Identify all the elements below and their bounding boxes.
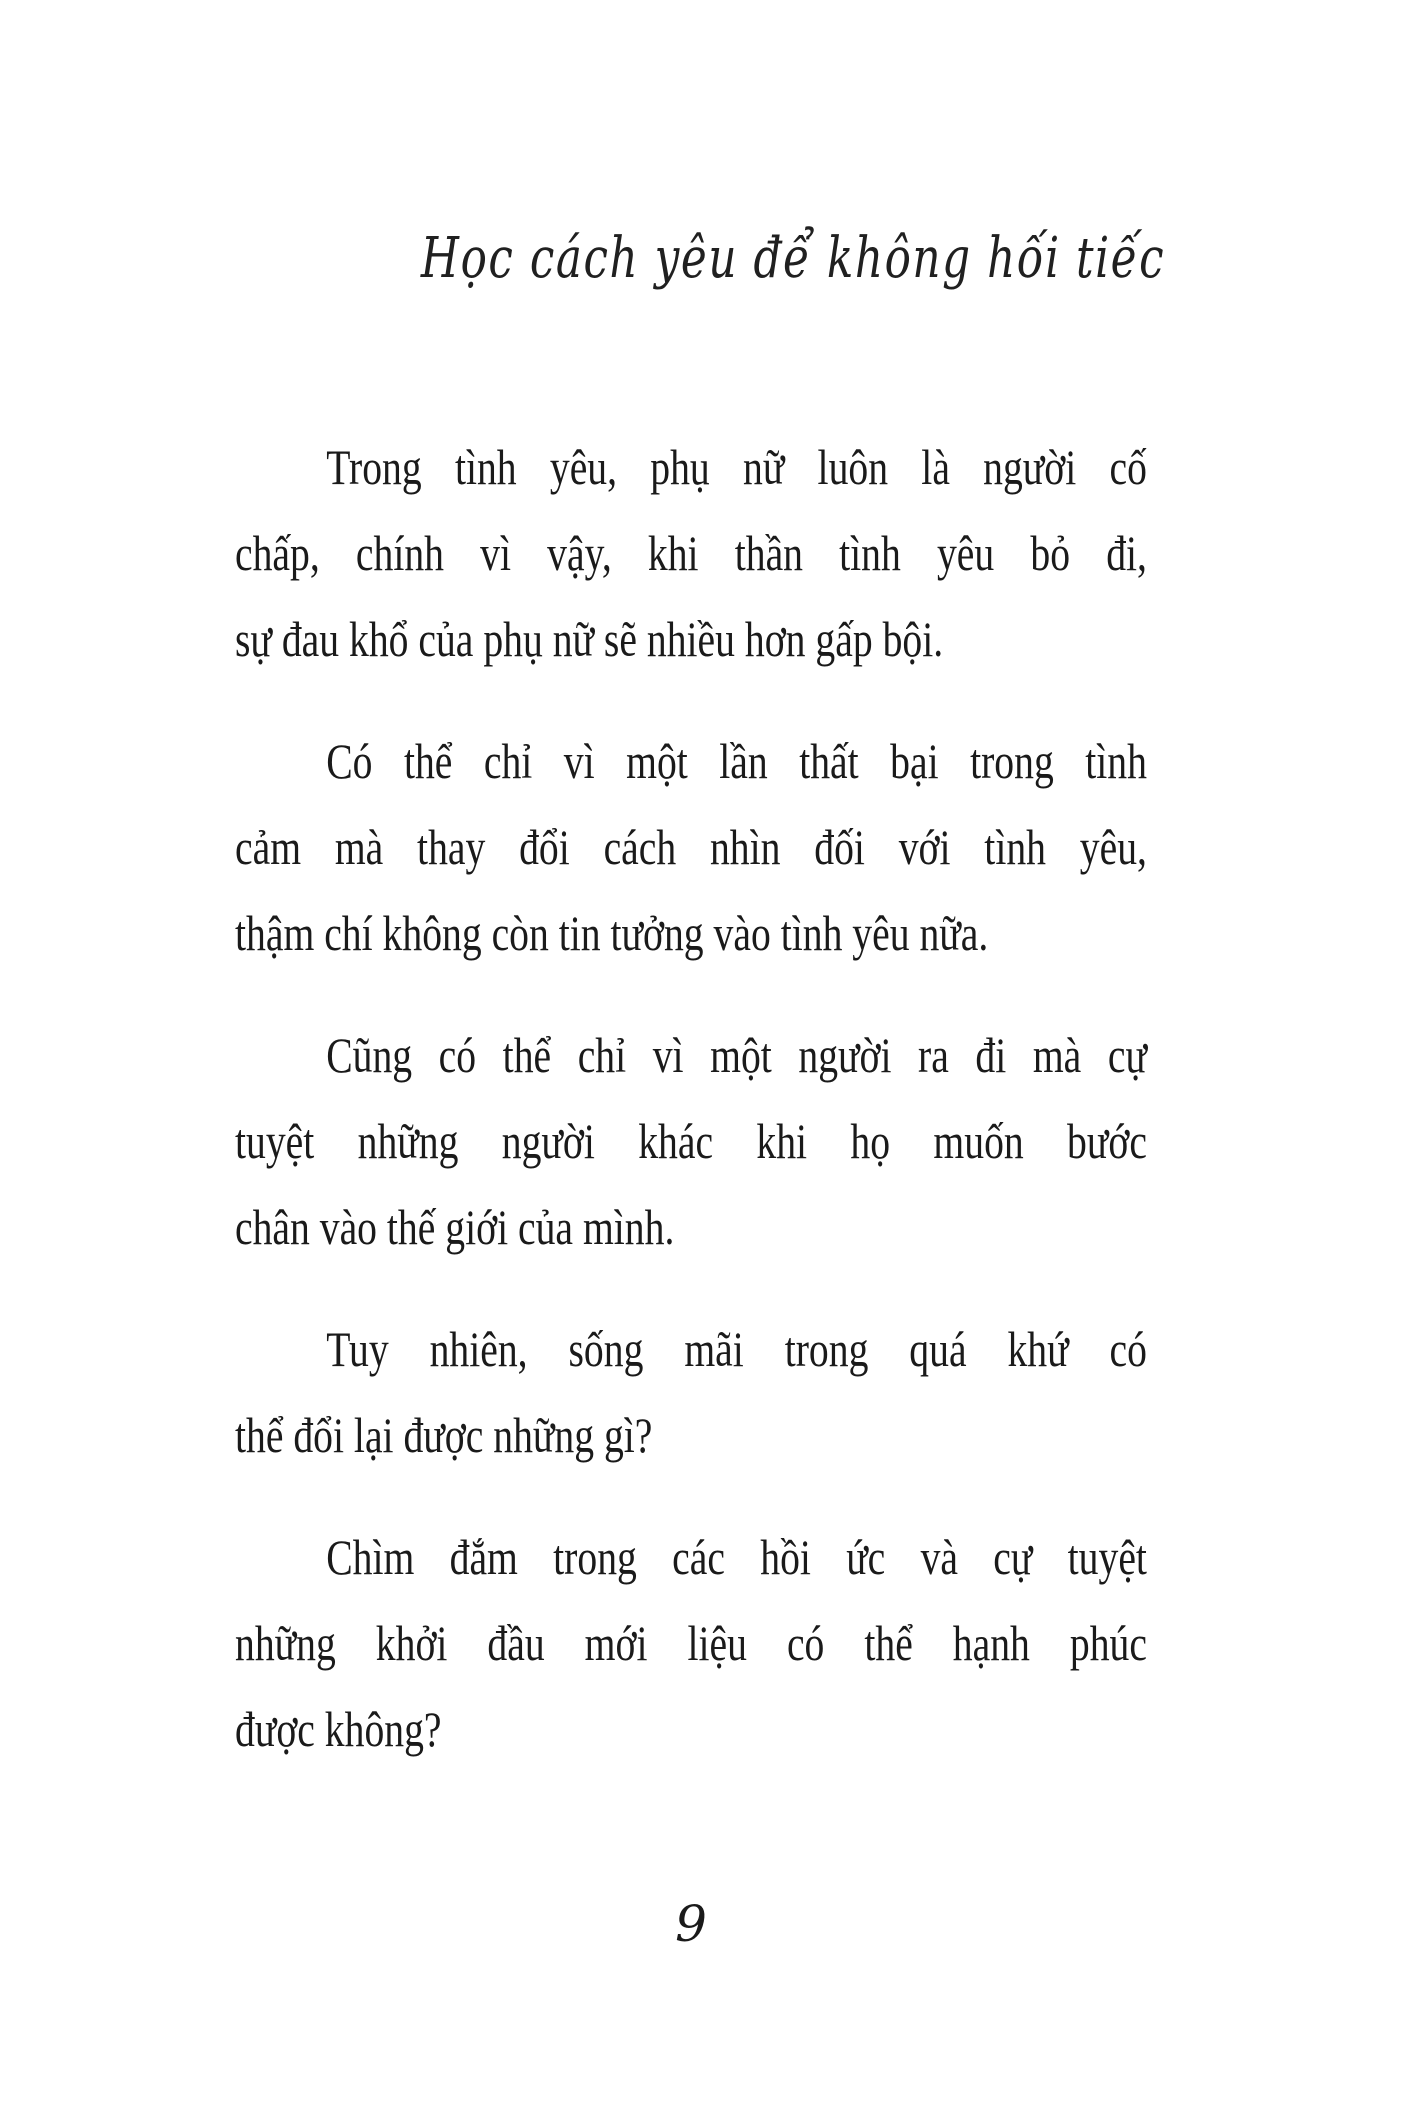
running-header-title: Học cách yêu để không hối tiếc (420, 226, 1165, 291)
page-number: 9 (675, 1895, 707, 1953)
text-line: Cũng có thể chỉ vì một người ra đi mà cự (326, 1027, 1147, 1083)
text-line: Có thể chỉ vì một lần thất bại trong tình (326, 733, 1147, 789)
text-line: chấp, chính vì vậy, khi thần tình yêu bỏ đi, (235, 525, 1147, 581)
text-line: Chìm đắm trong các hồi ức và cự tuyệt (326, 1529, 1147, 1585)
paragraph (235, 718, 1147, 976)
text-line: Tuy nhiên, sống mãi trong quá khứ có (326, 1321, 1147, 1377)
text-line: thể đổi lại được những gì? (235, 1407, 653, 1463)
text-line: chân vào thế giới của mình. (235, 1199, 675, 1255)
paragraph (235, 1306, 1147, 1478)
text-line: Trong tình yêu, phụ nữ luôn là người cố (326, 439, 1147, 495)
body-text (235, 424, 1147, 1808)
text-line: được không? (235, 1701, 442, 1757)
paragraph (235, 424, 1147, 682)
text-line: tuyệt những người khác khi họ muốn bước (235, 1113, 1147, 1169)
text-line: cảm mà thay đổi cách nhìn đối với tình yêu, (235, 819, 1147, 875)
paragraph (235, 1012, 1147, 1270)
text-line: những khởi đầu mới liệu có thể hạnh phúc (235, 1615, 1147, 1671)
paragraph (235, 1514, 1147, 1772)
text-line: thậm chí không còn tin tưởng vào tình yêu nữa. (235, 905, 989, 961)
text-line: sự đau khổ của phụ nữ sẽ nhiều hơn gấp bội. (235, 611, 944, 667)
